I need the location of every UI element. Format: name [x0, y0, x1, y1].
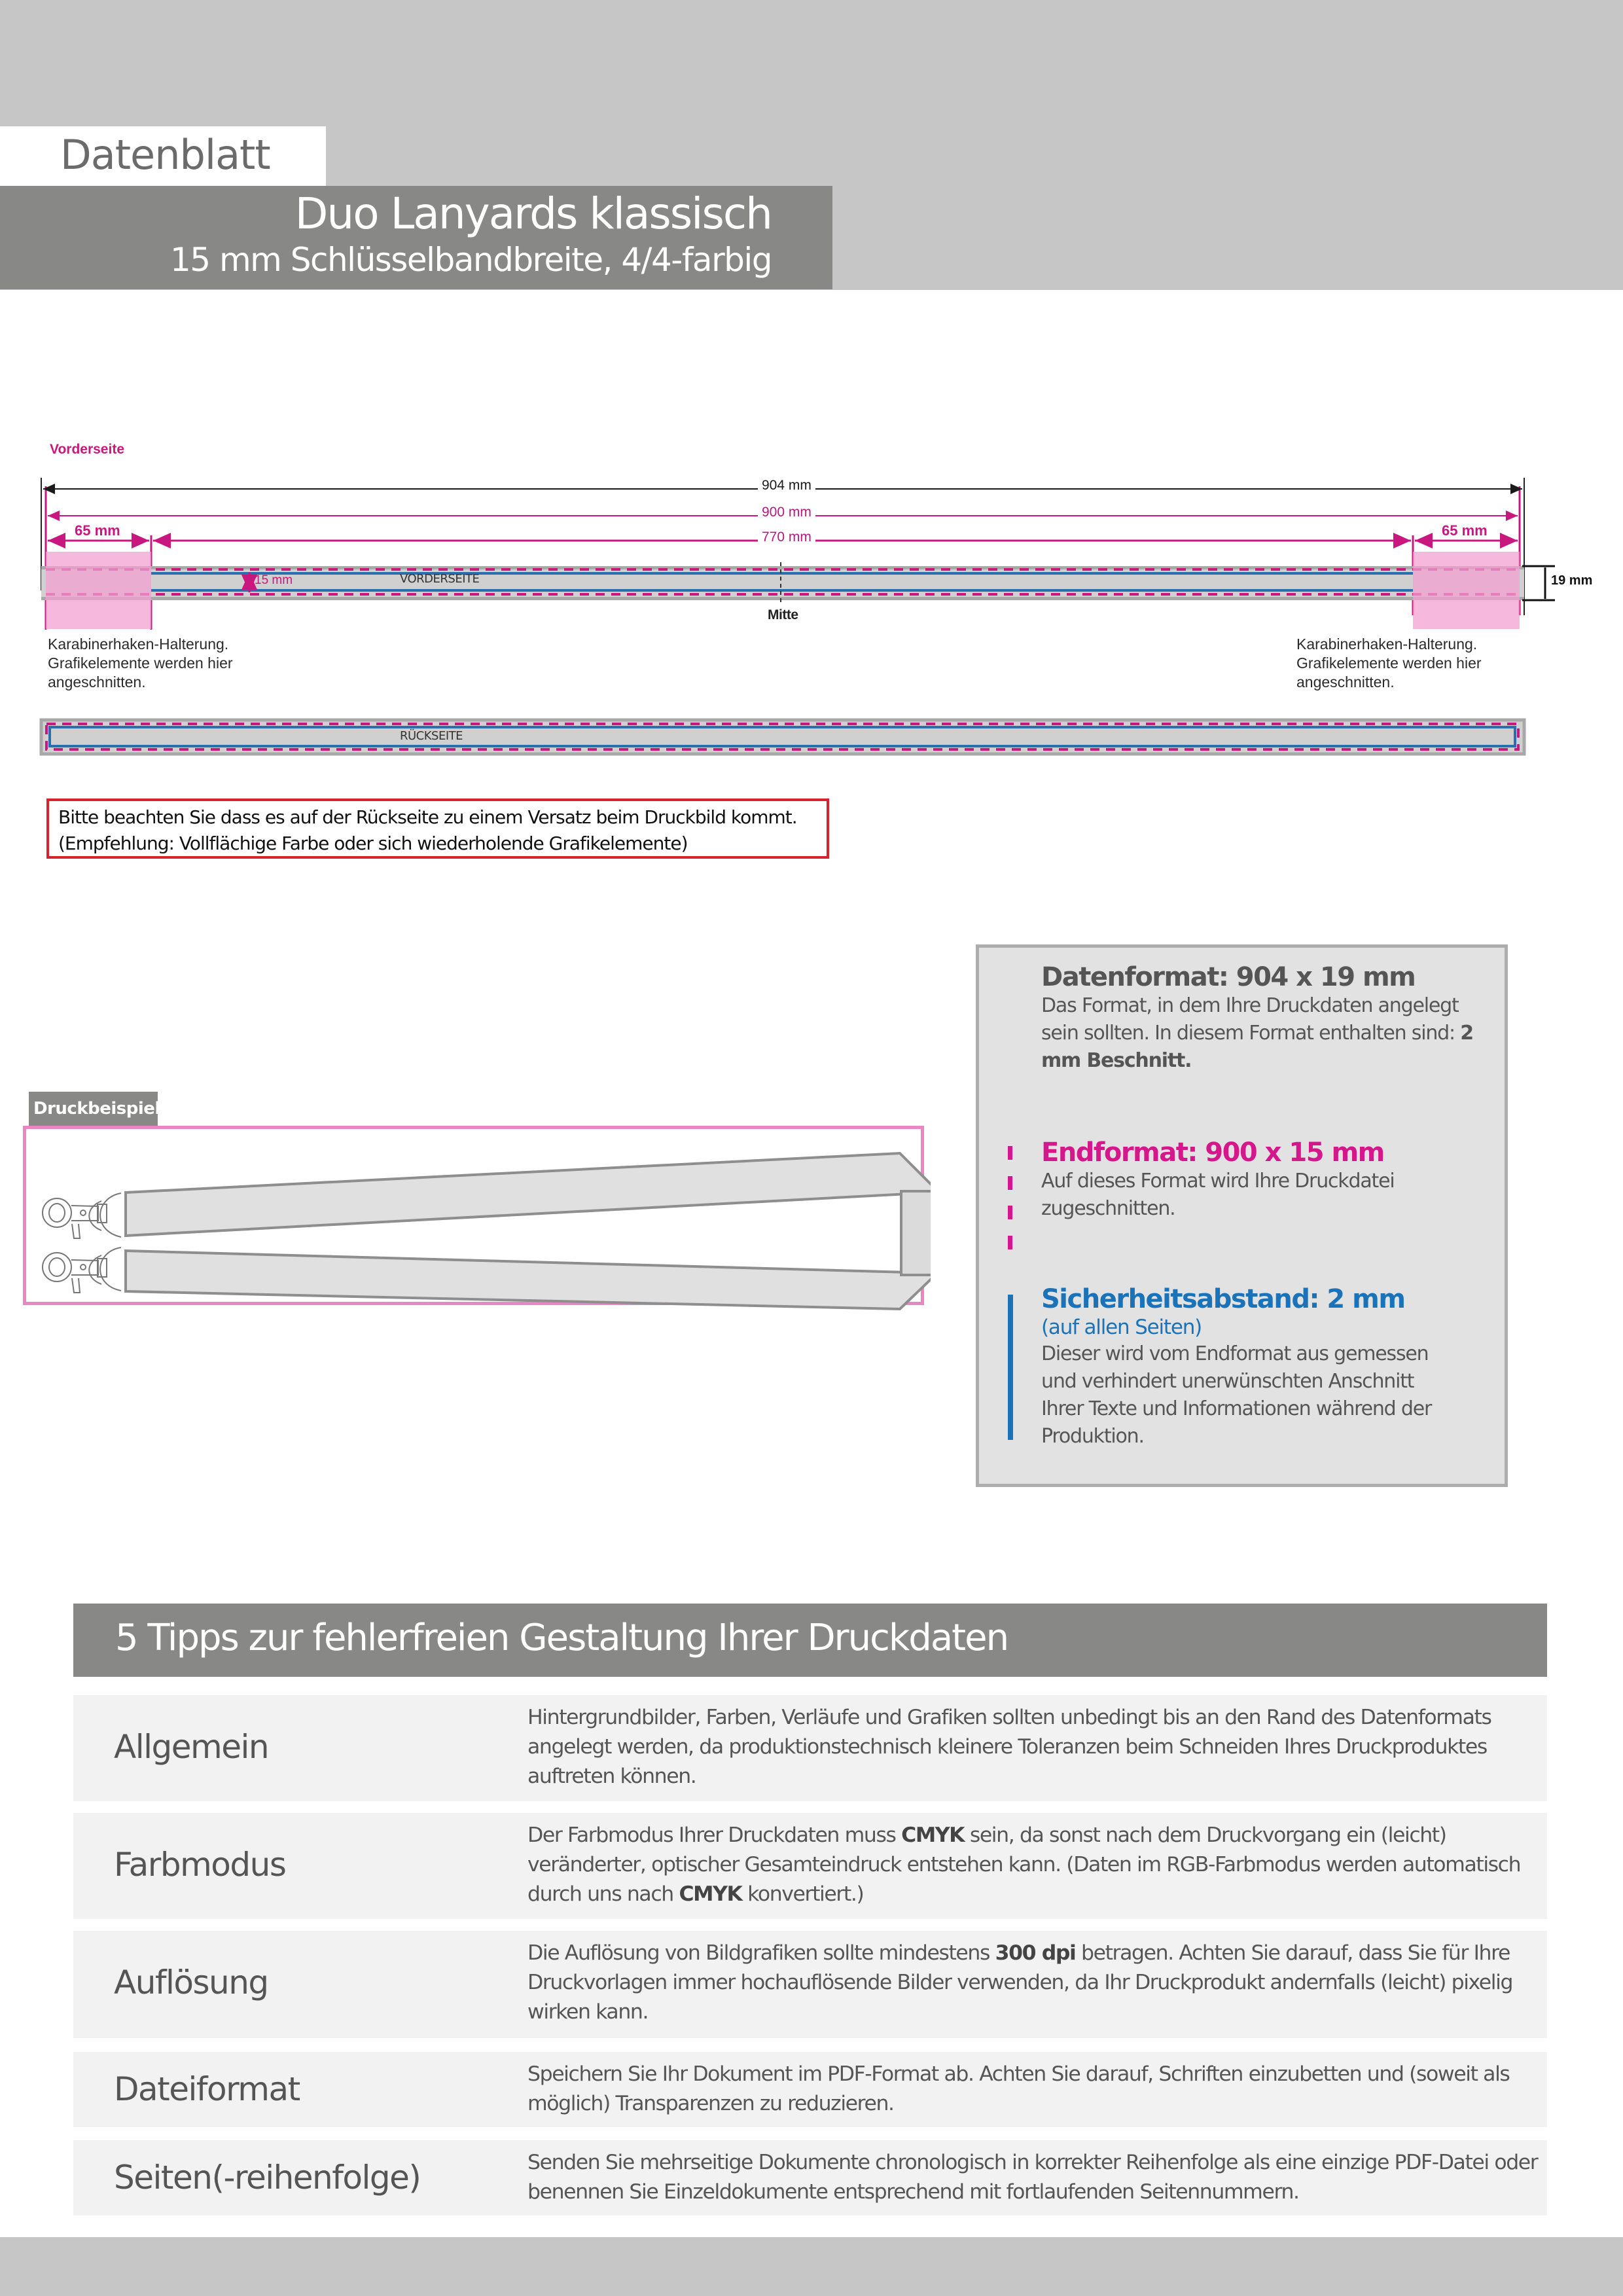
tip-text-segment: Der Farbmodus Ihrer Druckdaten muss: [527, 1823, 902, 1847]
back-strip-label: RÜCKSEITE: [400, 729, 463, 743]
tip-text-segment: Speichern Sie Ihr Dokument im PDF-Format ab. Achten Sie darauf, Schriften einzubetten und (soweit als möglich) Transparenzen zu reduzieren.: [527, 2062, 1510, 2115]
lanyard-band-bottom: [126, 1251, 931, 1309]
end-format-text: Auf dieses Format wird Ihre Druckdatei zugeschnitten.: [1041, 1170, 1395, 1220]
tip-label: Allgemein: [114, 1728, 269, 1766]
tip-text-bold: 300 dpi: [995, 1941, 1076, 1965]
clip-zone-left: [46, 552, 151, 629]
offset-warning-box: [46, 798, 829, 859]
print-example-frame: [23, 1126, 924, 1305]
clip-zone-right: [1413, 552, 1520, 629]
front-strip-border-top: [41, 566, 1524, 569]
end-format-marker-3: [1008, 1206, 1012, 1219]
dim-label-770: 770 mm: [758, 529, 815, 545]
footer-band: [0, 2237, 1623, 2296]
tip-text: [527, 2060, 1542, 2119]
dim-label-15: 15 mm: [255, 573, 293, 587]
tip-row: [73, 1931, 1547, 2038]
drawing-svg: [0, 419, 1623, 759]
dim-label-900: 900 mm: [758, 505, 815, 520]
dim-label-19: 19 mm: [1551, 573, 1593, 588]
tip-label: Auflösung: [114, 1964, 268, 2001]
dim-label-904: 904 mm: [758, 478, 815, 493]
tip-text: [527, 1703, 1542, 1791]
data-format-title: Datenformat: 904 x 19 mm: [1041, 962, 1416, 992]
tip-label: Dateiformat: [114, 2070, 300, 2108]
clip-note-left: Karabinerhaken-Halterung. Grafikelemente werden hier angeschnitten.: [48, 636, 233, 691]
safety-title: Sicherheitsabstand: 2 mm: [1041, 1284, 1405, 1314]
dim-label-65-right: 65 mm: [1442, 522, 1488, 539]
tip-text-segment: Die Auflösung von Bildgrafiken sollte mindestens: [527, 1941, 995, 1965]
tip-label: Seiten(-reihenfolge): [114, 2159, 421, 2197]
tip-text: [527, 1821, 1542, 1909]
tips-title: 5 Tipps zur fehlerfreien Gestaltung Ihrer Druckdaten: [115, 1617, 1008, 1659]
product-title: Duo Lanyards klassisch: [294, 188, 772, 239]
doc-type-title: Datenblatt: [60, 131, 270, 179]
carabiner-hook-bottom-icon: [43, 1247, 121, 1293]
tips-header: [73, 1604, 1547, 1677]
carabiner-hook-top-icon: [43, 1193, 121, 1238]
tip-label: Farbmodus: [114, 1846, 286, 1884]
tip-text-bold: CMYK: [679, 1882, 742, 1906]
front-side-label: Vorderseite: [50, 442, 124, 457]
clip-note-right: Karabinerhaken-Halterung. Grafikelemente werden hier angeschnitten.: [1296, 636, 1482, 691]
data-format-text-bold: 2 mm Beschnitt.: [1041, 1022, 1473, 1072]
end-format-marker-4: [1008, 1236, 1012, 1249]
tip-text-segment: Hintergrundbilder, Farben, Verläufe und Grafiken sollten unbedingt bis an den Rand des Datenformats angelegt werden, da produktionstechnisch kleinere Toleranzen beim Schneiden Ihres Druckproduktes auftreten können.: [527, 1706, 1491, 1788]
safety-text: Dieser wird vom Endformat aus gemessen und verhindert unerwünschten Anschnitt Ihrer Texte und Informationen während der Produktion.: [1041, 1342, 1432, 1448]
end-format-marker-2: [1008, 1176, 1012, 1190]
tip-row: [73, 2052, 1547, 2127]
safety-subtitle: (auf allen Seiten): [1041, 1316, 1202, 1339]
front-strip-label: VORDERSEITE: [400, 572, 480, 586]
warning-line-1: Bitte beachten Sie dass es auf der Rückseite zu einem Versatz beim Druckbild kommt.: [58, 806, 797, 828]
data-format-text: [1041, 992, 1499, 1075]
warning-line-2: (Empfehlung: Vollflächige Farbe oder sich wiederholende Grafikelemente): [58, 833, 688, 854]
front-strip-border-bottom: [41, 597, 1524, 600]
tip-text-bold: CMYK: [901, 1823, 965, 1847]
tip-text-segment: Senden Sie mehrseitige Dokumente chronologisch in korrekter Reihenfolge als eine einzige PDF-Datei oder benennen Sie Einzeldokumente entsprechend mit fortlaufenden Seitennummern.: [527, 2151, 1538, 2204]
technical-drawing: [0, 419, 1623, 759]
tip-text-segment: konvertiert.): [741, 1882, 864, 1906]
tip-text: [527, 2148, 1542, 2207]
tip-row: [73, 1695, 1547, 1801]
center-label: Mitte: [768, 607, 798, 622]
tip-text-segment: sein, da sonst nach dem Druckvorgang ein (leicht) veränderter, optischer Gesamteindruck entstehen kann. (Daten im RGB-Farbmodus werden automatisch durch uns nach: [527, 1823, 1521, 1906]
end-format-title: Endformat: 900 x 15 mm: [1041, 1138, 1384, 1168]
lanyard-illustration: [23, 1126, 931, 1312]
tip-row: [73, 1813, 1547, 1919]
product-subtitle: 15 mm Schlüsselbandbreite, 4/4-farbig: [169, 241, 772, 279]
format-info-box: [976, 944, 1508, 1487]
print-example-tag: Druckbeispiel: [29, 1092, 158, 1126]
safety-marker: [1008, 1295, 1013, 1440]
tip-row: [73, 2140, 1547, 2215]
safety-section: [1041, 1284, 1499, 1450]
end-format-section: [1041, 1138, 1499, 1223]
data-format-section: [1041, 962, 1499, 1075]
lanyard-band-top: [126, 1153, 931, 1236]
lanyard-fold: [901, 1191, 931, 1275]
dim-label-65-left: 65 mm: [75, 522, 120, 539]
product-title-bar: [0, 186, 832, 289]
end-format-marker-1: [1008, 1146, 1012, 1160]
tip-text: [527, 1939, 1542, 2027]
tip-text-segment: betragen. Achten Sie darauf, dass Sie für Ihre Druckvorlagen immer hochauflösende Bilder verwenden, da Ihr Druckprodukt andernfalls (leicht) pixelig wirken kann.: [527, 1941, 1513, 2024]
data-format-text-main: Das Format, in dem Ihre Druckdaten angelegt sein sollten. In diesem Format enthalten sind:: [1041, 994, 1461, 1045]
